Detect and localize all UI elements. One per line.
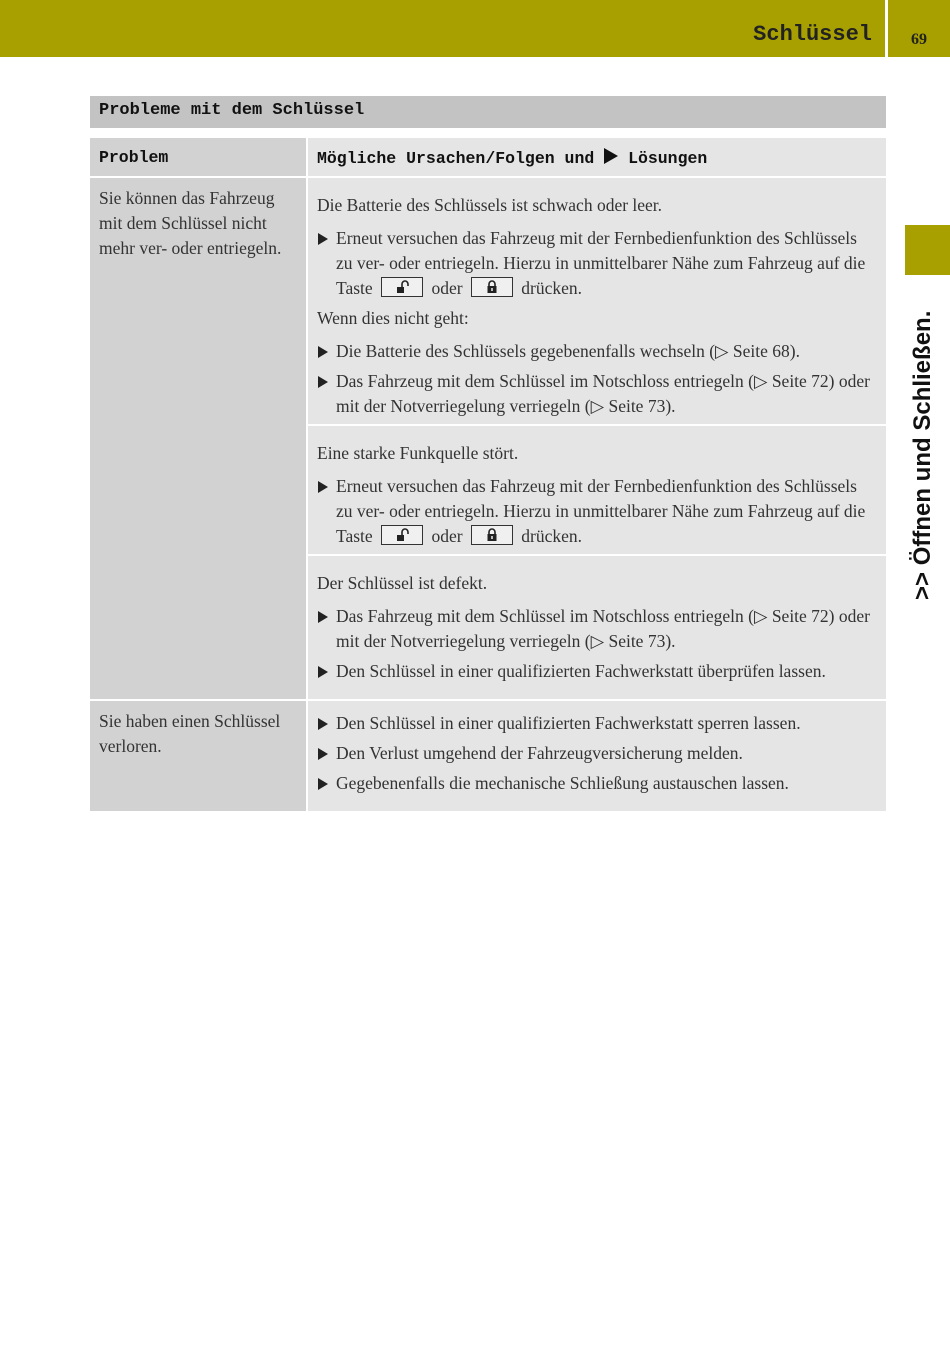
unlock-key-icon <box>381 277 423 297</box>
step-arrow-icon <box>318 481 328 493</box>
cause-block <box>317 556 877 684</box>
cause-text: Die Batterie des Schlüssels ist schwach oder leer. <box>317 195 663 215</box>
problem-cell <box>90 701 306 811</box>
cause-text: Eine starke Funkquelle stört. <box>317 443 519 463</box>
table-row <box>90 701 886 811</box>
list-item: Den Schlüssel in einer qualifizierten Fachwerkstatt sperren lassen. <box>317 711 877 736</box>
problem-cell <box>90 178 306 699</box>
cause-block <box>317 426 877 549</box>
problem-text: Sie haben einen Schlüssel verloren. <box>99 711 281 756</box>
lock-key-icon <box>471 277 513 297</box>
cause-block <box>317 186 877 419</box>
problem-text: Sie können das Fahrzeug mit dem Schlüssel nicht mehr ver- oder entriegeln. <box>99 188 282 258</box>
list-item: Das Fahrzeug mit dem Schlüssel im Notschloss entriegeln (▷ Seite 72) oder mit der Notverriegelung verriegeln (▷ Seite 73). <box>317 369 877 419</box>
page-header-title: Schlüssel <box>753 22 872 47</box>
step-arrow-icon <box>318 778 328 790</box>
column-header-solutions-label: Lösungen <box>628 149 708 168</box>
step-arrow-icon <box>318 748 328 760</box>
solutions-cell <box>308 701 886 811</box>
sub-label: Wenn dies nicht geht: <box>317 308 469 328</box>
column-header-problem: Problem <box>90 138 306 176</box>
step-arrow-icon <box>318 376 328 388</box>
section-title: Probleme mit dem Schlüssel <box>90 96 886 128</box>
step-arrow-icon <box>318 346 328 358</box>
page-number: 69 <box>911 31 927 48</box>
list-item: Den Schlüssel in einer qualifizierten Fachwerkstatt überprüfen lassen. <box>317 659 877 684</box>
table-header-row <box>90 138 886 176</box>
column-header-causes-label: Mögliche Ursachen/Folgen und <box>317 149 595 168</box>
list-item: Erneut versuchen das Fahrzeug mit der Fernbedienfunktion des Schlüssels zu ver- oder entriegeln. Hierzu in unmittelbarer Nähe zum Fahrzeug auf die Taste oder drücken. <box>317 226 877 301</box>
unlock-key-icon <box>381 525 423 545</box>
step-arrow-icon <box>604 148 618 164</box>
chapter-marker <box>905 225 950 275</box>
step-arrow-icon <box>318 666 328 678</box>
list-item: Den Verlust umgehend der Fahrzeugversicherung melden. <box>317 741 877 766</box>
solutions-cell <box>308 178 886 699</box>
list-item: Die Batterie des Schlüssels gegebenenfalls wechseln (▷ Seite 68). <box>317 339 877 364</box>
step-arrow-icon <box>318 611 328 623</box>
lock-key-icon <box>471 525 513 545</box>
cause-text: Der Schlüssel ist defekt. <box>317 573 488 593</box>
problems-table <box>90 138 886 811</box>
step-arrow-icon <box>318 718 328 730</box>
list-item: Das Fahrzeug mit dem Schlüssel im Notschloss entriegeln (▷ Seite 72) oder mit der Notverriegelung verriegeln (▷ Seite 73). <box>317 604 877 654</box>
table-row <box>90 178 886 699</box>
list-item: Gegebenenfalls die mechanische Schließung austauschen lassen. <box>317 771 877 796</box>
step-arrow-icon <box>318 233 328 245</box>
column-header-causes <box>308 138 886 176</box>
chapter-tab-label: >> Öffnen und Schließen. <box>909 310 936 600</box>
list-item: Erneut versuchen das Fahrzeug mit der Fernbedienfunktion des Schlüssels zu ver- oder entriegeln. Hierzu in unmittelbarer Nähe zum Fahrzeug auf die Taste oder drücken. <box>317 474 877 549</box>
